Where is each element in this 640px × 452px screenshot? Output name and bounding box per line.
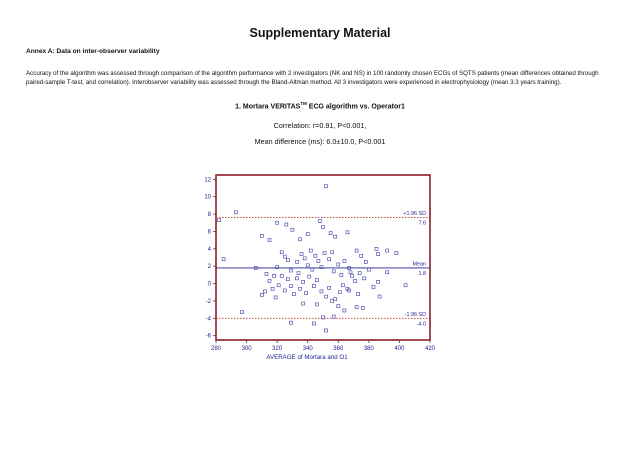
data-point [355, 249, 358, 252]
data-point [375, 247, 378, 250]
data-point [320, 290, 323, 293]
data-point [357, 292, 360, 295]
data-point [323, 252, 326, 255]
data-point [260, 293, 263, 296]
data-point [289, 321, 292, 324]
data-point [315, 279, 318, 282]
x-tick-label: 280 [210, 346, 222, 352]
data-point [306, 264, 309, 267]
data-point [283, 289, 286, 292]
y-tick-label: -2 [205, 298, 211, 305]
data-point [404, 284, 407, 287]
data-point [286, 259, 289, 262]
data-point [289, 285, 292, 288]
data-point [355, 306, 358, 309]
data-point [367, 268, 370, 271]
data-point [343, 309, 346, 312]
data-point [351, 274, 354, 277]
y-tick-label: -6 [205, 333, 211, 340]
data-point [263, 290, 266, 293]
data-point [296, 277, 299, 280]
annex-heading: Annex A: Data on inter-observer variability [26, 48, 160, 55]
data-point [317, 259, 320, 262]
data-point [334, 298, 337, 301]
data-point [337, 263, 340, 266]
data-point [314, 254, 317, 257]
data-point [360, 254, 363, 257]
data-point [309, 249, 312, 252]
reference-line-value: -4.0 [416, 321, 426, 328]
mean-difference-line: Mean difference (ms): 6.0±10.0, P<0.001 [254, 137, 386, 146]
data-point [312, 322, 315, 325]
data-point [296, 260, 299, 263]
data-point [222, 258, 225, 261]
data-point [291, 228, 294, 231]
data-point [395, 252, 398, 255]
data-point [305, 292, 308, 295]
data-point [318, 220, 321, 223]
data-point [280, 274, 283, 277]
data-point [331, 299, 334, 302]
data-point [349, 271, 352, 274]
data-point [325, 329, 328, 332]
data-point [332, 315, 335, 318]
y-tick-label: 0 [207, 281, 211, 288]
y-tick-label: 2 [207, 264, 211, 271]
x-tick-label: 400 [394, 346, 405, 352]
data-point [276, 221, 279, 224]
data-point [386, 249, 389, 252]
data-point [308, 275, 311, 278]
data-point [361, 306, 364, 309]
methods-paragraph: Accuracy of the algorithm was assessed through comparison of the algorithm performance with 2 investigators (NK and NS) in 100 randomly chosen ECGs of SQTS patients (mean differences obtained through paired-sample T-test, and correlation). Interobserver variability was assessed through the Bland-Altman method. All 3 investigators were experienced in electrophysiology (mean 3.3 years training). [26, 70, 599, 87]
data-point [300, 253, 303, 256]
trademark-sup: TM [300, 101, 307, 106]
data-point [346, 231, 349, 234]
data-point [240, 311, 243, 314]
data-point [312, 285, 315, 288]
y-tick-label: 6 [207, 229, 211, 236]
data-point [331, 251, 334, 254]
data-point [325, 295, 328, 298]
data-point [364, 260, 367, 263]
data-point [302, 280, 305, 283]
data-point [372, 286, 375, 289]
data-point [363, 277, 366, 280]
data-point [358, 272, 361, 275]
data-point [283, 255, 286, 258]
data-point [341, 284, 344, 287]
data-point [343, 259, 346, 262]
data-point [377, 253, 380, 256]
data-point [285, 223, 288, 226]
data-point [303, 257, 306, 260]
x-tick-label: 300 [241, 346, 252, 352]
x-tick-label: 320 [272, 346, 283, 352]
data-point [268, 239, 271, 242]
data-point [325, 185, 328, 188]
data-point [328, 286, 331, 289]
data-point [218, 219, 221, 222]
y-tick-label: 8 [207, 212, 211, 219]
data-point [322, 226, 325, 229]
x-tick-label: 380 [363, 346, 374, 352]
y-tick-label: 12 [204, 177, 211, 184]
x-tick-label: 340 [302, 346, 313, 352]
data-point [268, 279, 271, 282]
y-tick-label: -4 [205, 316, 211, 323]
data-point [289, 269, 292, 272]
data-point [234, 211, 237, 214]
x-axis-label: AVERAGE of Mortara and O1 [266, 354, 348, 361]
section-number: 1. [235, 103, 241, 111]
data-point [271, 287, 274, 290]
data-point [274, 296, 277, 299]
reference-line-value: 1.8 [418, 270, 426, 277]
data-point [297, 272, 300, 275]
data-point [306, 233, 309, 236]
y-tick-label: 10 [204, 194, 211, 201]
data-point [354, 279, 357, 282]
data-point [332, 270, 335, 273]
data-point [340, 273, 343, 276]
y-tick-label: 4 [207, 246, 211, 253]
data-point [286, 278, 289, 281]
data-point [277, 284, 280, 287]
data-point [378, 295, 381, 298]
section-title-pre: Mortara VERITAS [242, 103, 301, 111]
plot-frame [216, 175, 430, 340]
data-point [328, 258, 331, 261]
data-point [377, 280, 380, 283]
data-point [386, 271, 389, 274]
section-title-post: ECG algorithm vs. Operator1 [306, 103, 405, 111]
data-point [260, 234, 263, 237]
data-point [337, 305, 340, 308]
document-title: Supplementary Material [249, 26, 391, 40]
data-point [299, 238, 302, 241]
data-point [292, 292, 295, 295]
data-point [302, 302, 305, 305]
reference-line-name: -1.96 SD [404, 311, 426, 318]
data-point [338, 291, 341, 294]
correlation-line: Correlation: r=0.91, P<0.001, [273, 121, 367, 130]
reference-line-name: Mean [412, 261, 426, 268]
x-tick-label: 420 [424, 346, 436, 352]
x-tick-label: 360 [333, 346, 344, 352]
data-point [334, 235, 337, 238]
data-point [299, 287, 302, 290]
reference-line-value: 7.6 [418, 220, 426, 227]
data-point [311, 268, 314, 271]
data-point [280, 251, 283, 254]
data-point [265, 273, 268, 276]
data-point [273, 274, 276, 277]
data-point [329, 232, 332, 235]
reference-line-name: +1.96 SD [403, 211, 426, 218]
data-point [315, 303, 318, 306]
